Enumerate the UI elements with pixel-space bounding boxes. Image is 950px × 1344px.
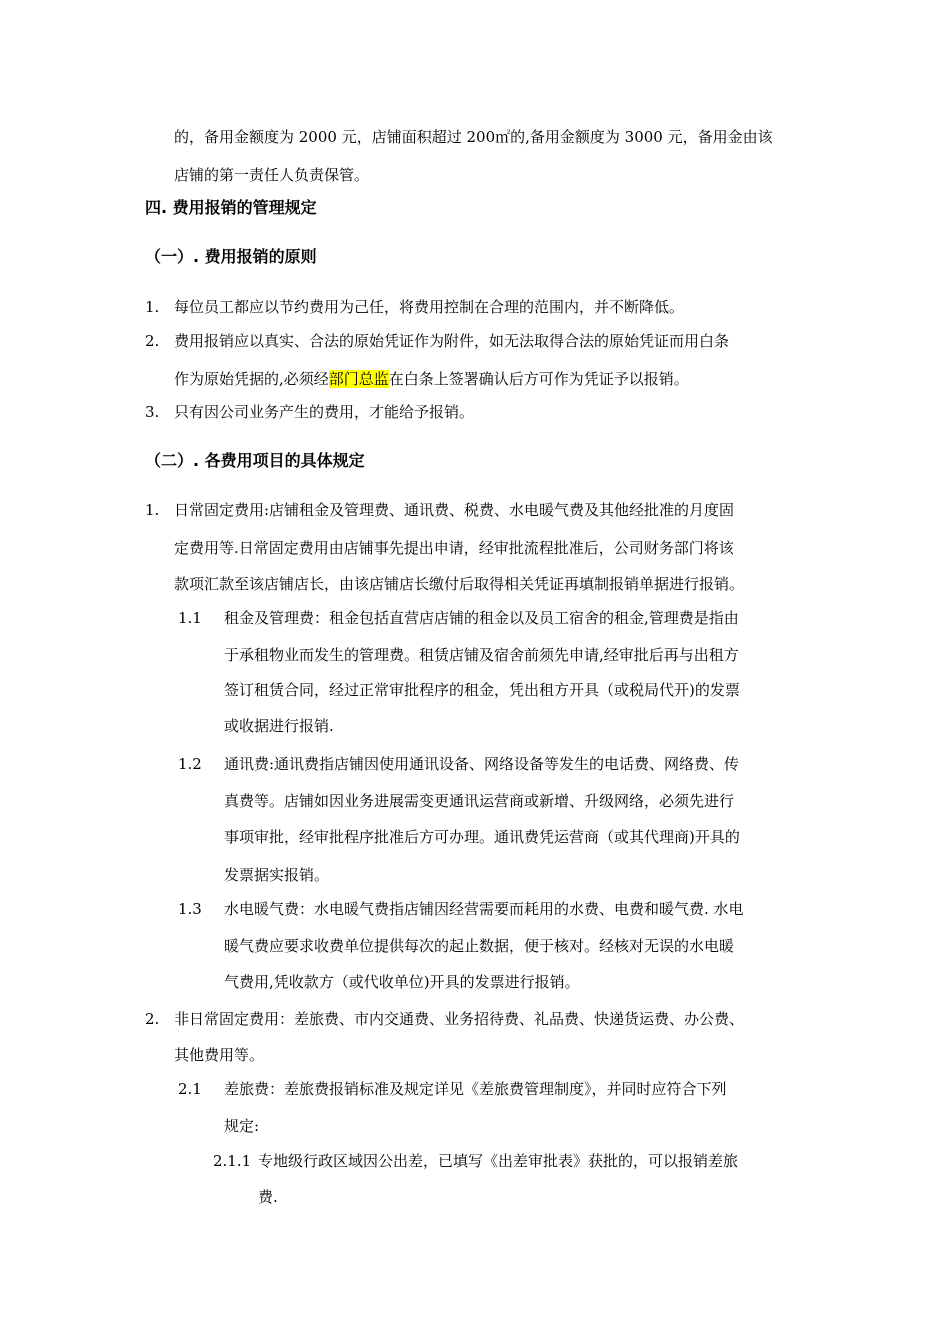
sublist-text: 水电暖气费：水电暖气费指店铺因经营需要而耗用的水费、电费和暖气费. 水电 — [224, 900, 744, 918]
sublist-text: 规定: — [224, 1117, 260, 1135]
list-item-text: 非日常固定费用：差旅费、市内交通费、业务招待费、礼品费、快递货运费、办公费、 — [174, 1010, 745, 1028]
sublist-text: 或收据进行报销. — [224, 717, 334, 735]
sublist-number: 1.2 — [178, 755, 202, 773]
highlighted-text: 部门总监 — [328, 370, 389, 388]
sublist-text: 气费用,凭收款方（或代收单位)开具的发票进行报销。 — [224, 973, 580, 991]
list-item-text: 费用报销应以真实、合法的原始凭证作为附件，如无法取得合法的原始凭证而用白条 — [174, 332, 730, 350]
intro-line-1: 的，备用金额度为 2000 元，店铺面积超过 200㎡的,备用金额度为 3000 元，备用金由该 — [174, 128, 773, 146]
list-item-text: 只有因公司业务产生的费用，才能给予报销。 — [174, 403, 475, 421]
text-segment: 作为原始凭据的,必须经 — [174, 370, 329, 388]
sublist-text: 发票据实报销。 — [224, 866, 330, 884]
subsublist-text: 费. — [258, 1188, 278, 1206]
sublist-text: 于承租物业而发生的管理费。租赁店铺及宿舍前须先申请,经审批后再与出租方 — [224, 646, 739, 664]
sublist-text: 差旅费：差旅费报销标准及规定详见《差旅费管理制度》，并同时应符合下列 — [224, 1080, 727, 1098]
section-heading: 四. 费用报销的管理规定 — [145, 198, 317, 217]
subsection-heading-1: （一）. 费用报销的原则 — [145, 247, 317, 266]
list-number: 3. — [145, 403, 160, 421]
sublist-text: 暖气费应要求收费单位提供每次的起止数据，便于核对。经核对无误的水电暖 — [224, 937, 735, 955]
list-item-text-continued — [174, 369, 689, 389]
list-number: 1. — [145, 298, 160, 316]
list-item-text-continued: 其他费用等。 — [174, 1046, 265, 1064]
sublist-number: 1.1 — [178, 609, 202, 627]
sublist-number: 1.3 — [178, 900, 202, 918]
sublist-text: 事项审批，经审批程序批准后方可办理。通讯费凭运营商（或其代理商)开具的 — [224, 828, 740, 846]
text-segment: 在白条上签署确认后方可作为凭证予以报销。 — [388, 370, 689, 388]
sublist-text: 签订租赁合同，经过正常审批程序的租金，凭出租方开具（或税局代开)的发票 — [224, 681, 740, 699]
sublist-number: 2.1 — [178, 1080, 202, 1098]
list-item-text: 日常固定费用:店铺租金及管理费、通讯费、税费、水电暖气费及其他经批准的月度固 — [174, 501, 735, 519]
intro-line-2: 店铺的第一责任人负责保管。 — [174, 166, 370, 184]
subsublist-number: 2.1.1 — [213, 1152, 252, 1170]
sublist-text: 租金及管理费：租金包括直营店店铺的租金以及员工宿舍的租金,管理费是指由 — [224, 609, 739, 627]
list-number: 2. — [145, 1010, 160, 1028]
list-item-text: 每位员工都应以节约费用为己任，将费用控制在合理的范围内，并不断降低。 — [174, 298, 685, 316]
sublist-text: 通讯费:通讯费指店铺因使用通讯设备、网络设备等发生的电话费、网络费、传 — [224, 755, 740, 773]
list-item-text-continued: 款项汇款至该店铺店长，由该店铺店长缴付后取得相关凭证再填制报销单据进行报销。 — [174, 575, 745, 593]
list-number: 2. — [145, 332, 160, 350]
subsublist-text: 专地级行政区域因公出差，已填写《出差审批表》获批的，可以报销差旅 — [258, 1152, 739, 1170]
list-item-text-continued: 定费用等.日常固定费用由店铺事先提出申请，经审批流程批准后，公司财务部门将该 — [174, 539, 734, 557]
list-number: 1. — [145, 501, 160, 519]
subsection-heading-2: （二）. 各费用项目的具体规定 — [145, 451, 365, 470]
sublist-text: 真费等。店铺如因业务进展需变更通讯运营商或新增、升级网络，必须先进行 — [224, 792, 735, 810]
